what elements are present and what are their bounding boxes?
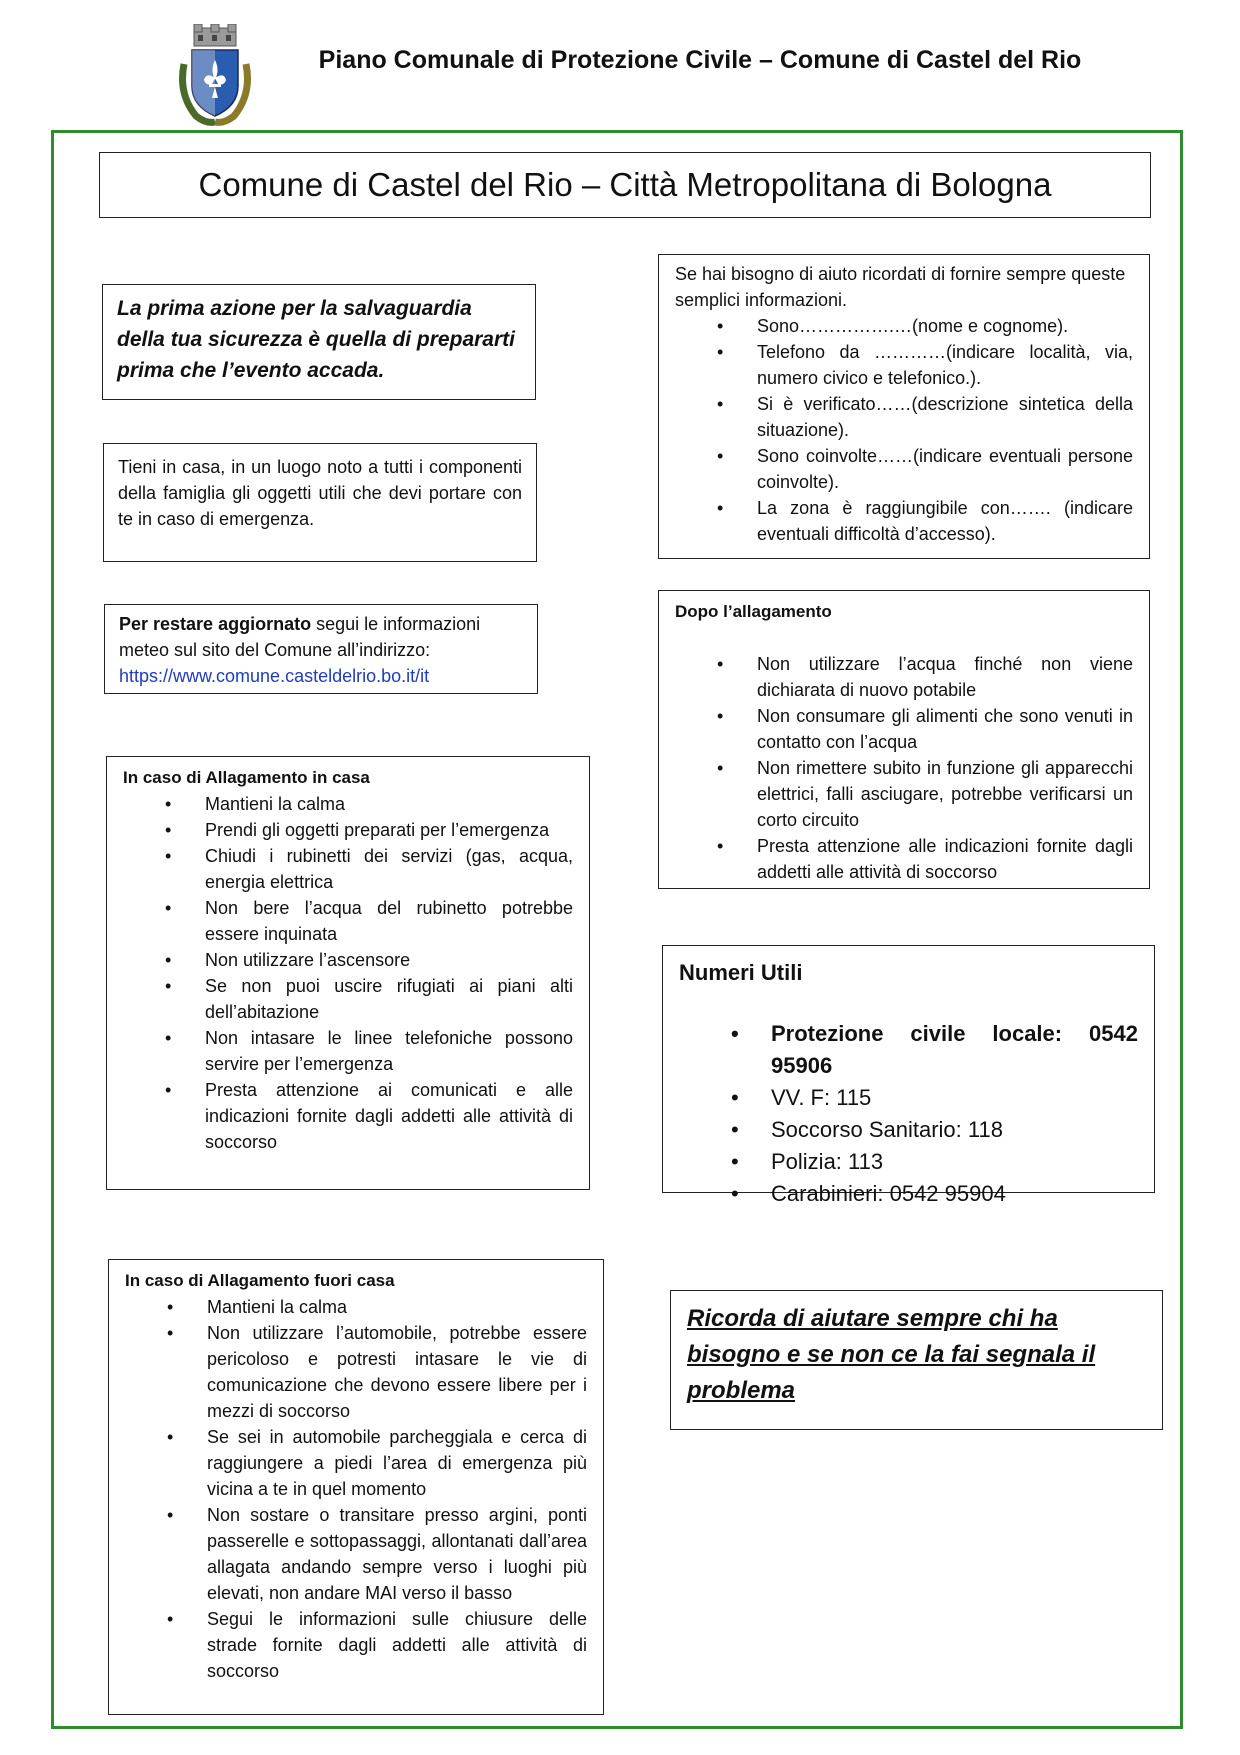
list-item: • Sono…………….…(nome e cognome). [675, 313, 1133, 339]
flood-outside-box [108, 1259, 604, 1715]
list-item: • Polizia: 113 [679, 1146, 1138, 1178]
list-item: • Mantieni la calma [125, 1294, 587, 1320]
after-flood-title: Dopo l’allagamento [675, 602, 832, 621]
flood-home-list [123, 791, 573, 1155]
list-item: • Non utilizzare l’automobile, potrebbe essere pericoloso e potresti intasare le vie di comunicazione che devono essere libere per i mezzi di soccorso [125, 1320, 587, 1424]
list-item: • Prendi gli oggetti preparati per l’emergenza [123, 817, 573, 843]
list-item: • Non rimettere subito in funzione gli apparecchi elettrici, falli asciugare, potrebbe verificarsi un corto circuito [675, 755, 1133, 833]
list-item: • Non intasare le linee telefoniche possono servire per l’emergenza [123, 1025, 573, 1077]
stay-updated-body: segui le informazioni meteo sul sito del Comune all’indirizzo: [119, 614, 481, 660]
list-item: • Segui le informazioni sulle chiusure delle strade fornite dagli addetti alle attività di soccorso [125, 1606, 587, 1684]
flood-home-title: In caso di Allagamento in casa [123, 768, 370, 787]
page-title: Comune di Castel del Rio – Città Metropolitana di Bologna [99, 152, 1151, 218]
list-item: • Soccorso Sanitario: 118 [679, 1114, 1138, 1146]
municipal-crest-icon [176, 24, 254, 128]
help-info-box [658, 254, 1150, 559]
list-item: • Non sostare o transitare presso argini, ponti passerelle e sottopassaggi, allontanati dall’area allagata andando sempre verso i luoghi più elevati, non andare MAI verso il basso [125, 1502, 587, 1606]
list-item: • Non utilizzare l’acqua finché non viene dichiarata di nuovo potabile [675, 651, 1133, 703]
list-item: • Telefono da …………(indicare località, via, numero civico e telefonico.). [675, 339, 1133, 391]
useful-numbers-title: Numeri Utili [679, 960, 803, 985]
first-action-text: La prima azione per la salvaguardia della tua sicurezza è quella di prepararti prima che l’evento accada. [117, 297, 515, 382]
list-item: • Se sei in automobile parcheggiala e cerca di raggiungere a piedi l’area di emergenza più vicina a te in quel momento [125, 1424, 587, 1502]
stay-updated-text [119, 611, 523, 689]
list-item: • Non utilizzare l’ascensore [123, 947, 573, 973]
keep-home-text: Tieni in casa, in un luogo noto a tutti i componenti della famiglia gli oggetti utili che devi portare con te in caso di emergenza. [118, 457, 522, 529]
list-item: • Si è verificato……(descrizione sintetica della situazione). [675, 391, 1133, 443]
list-item: • Carabinieri: 0542 95904 [679, 1178, 1138, 1210]
stay-updated-bold: Per restare aggiornato [119, 614, 312, 634]
list-item: • Se non puoi uscire rifugiati ai piani alti dell’abitazione [123, 973, 573, 1025]
help-info-list [675, 313, 1133, 547]
municipality-website-link[interactable]: https://www.comune.casteldelrio.bo.it/it [119, 666, 430, 686]
after-flood-box [658, 590, 1150, 889]
list-item: • Presta attenzione ai comunicati e alle indicazioni fornite dagli addetti alle attività di soccorso [123, 1077, 573, 1155]
remember-text: Ricorda di aiutare sempre chi ha bisogno e se non ce la fai segnala il problema [687, 1305, 1096, 1404]
stay-updated-box [104, 604, 538, 694]
flood-outside-list [125, 1294, 587, 1684]
useful-numbers-box [662, 945, 1155, 1206]
keep-home-box [103, 443, 537, 562]
after-flood-list [675, 651, 1133, 885]
document-header: Piano Comunale di Protezione Civile – Comune di Castel del Rio [318, 46, 1082, 74]
list-item: • Mantieni la calma [123, 791, 573, 817]
list-item: • La zona è raggiungibile con……. (indicare eventuali difficoltà d’accesso). [675, 495, 1133, 547]
remember-box [670, 1290, 1163, 1430]
help-info-intro: Se hai bisogno di aiuto ricordati di fornire sempre queste semplici informazioni. [675, 264, 1126, 310]
first-action-box [102, 284, 536, 400]
list-item: • Non consumare gli alimenti che sono venuti in contatto con l’acqua [675, 703, 1133, 755]
list-item: • Sono coinvolte……(indicare eventuali persone coinvolte). [675, 443, 1133, 495]
flood-outside-title: In caso di Allagamento fuori casa [125, 1271, 395, 1290]
list-item: • Non bere l’acqua del rubinetto potrebbe essere inquinata [123, 895, 573, 947]
flood-home-box [106, 756, 590, 1190]
list-item: • VV. F: 115 [679, 1082, 1138, 1114]
useful-numbers-list [679, 1018, 1138, 1210]
list-item: • Chiudi i rubinetti dei servizi (gas, acqua, energia elettrica [123, 843, 573, 895]
list-item: • Protezione civile locale: 0542 95906 [679, 1018, 1138, 1082]
list-item: • Presta attenzione alle indicazioni fornite dagli addetti alle attività di soccorso [675, 833, 1133, 885]
